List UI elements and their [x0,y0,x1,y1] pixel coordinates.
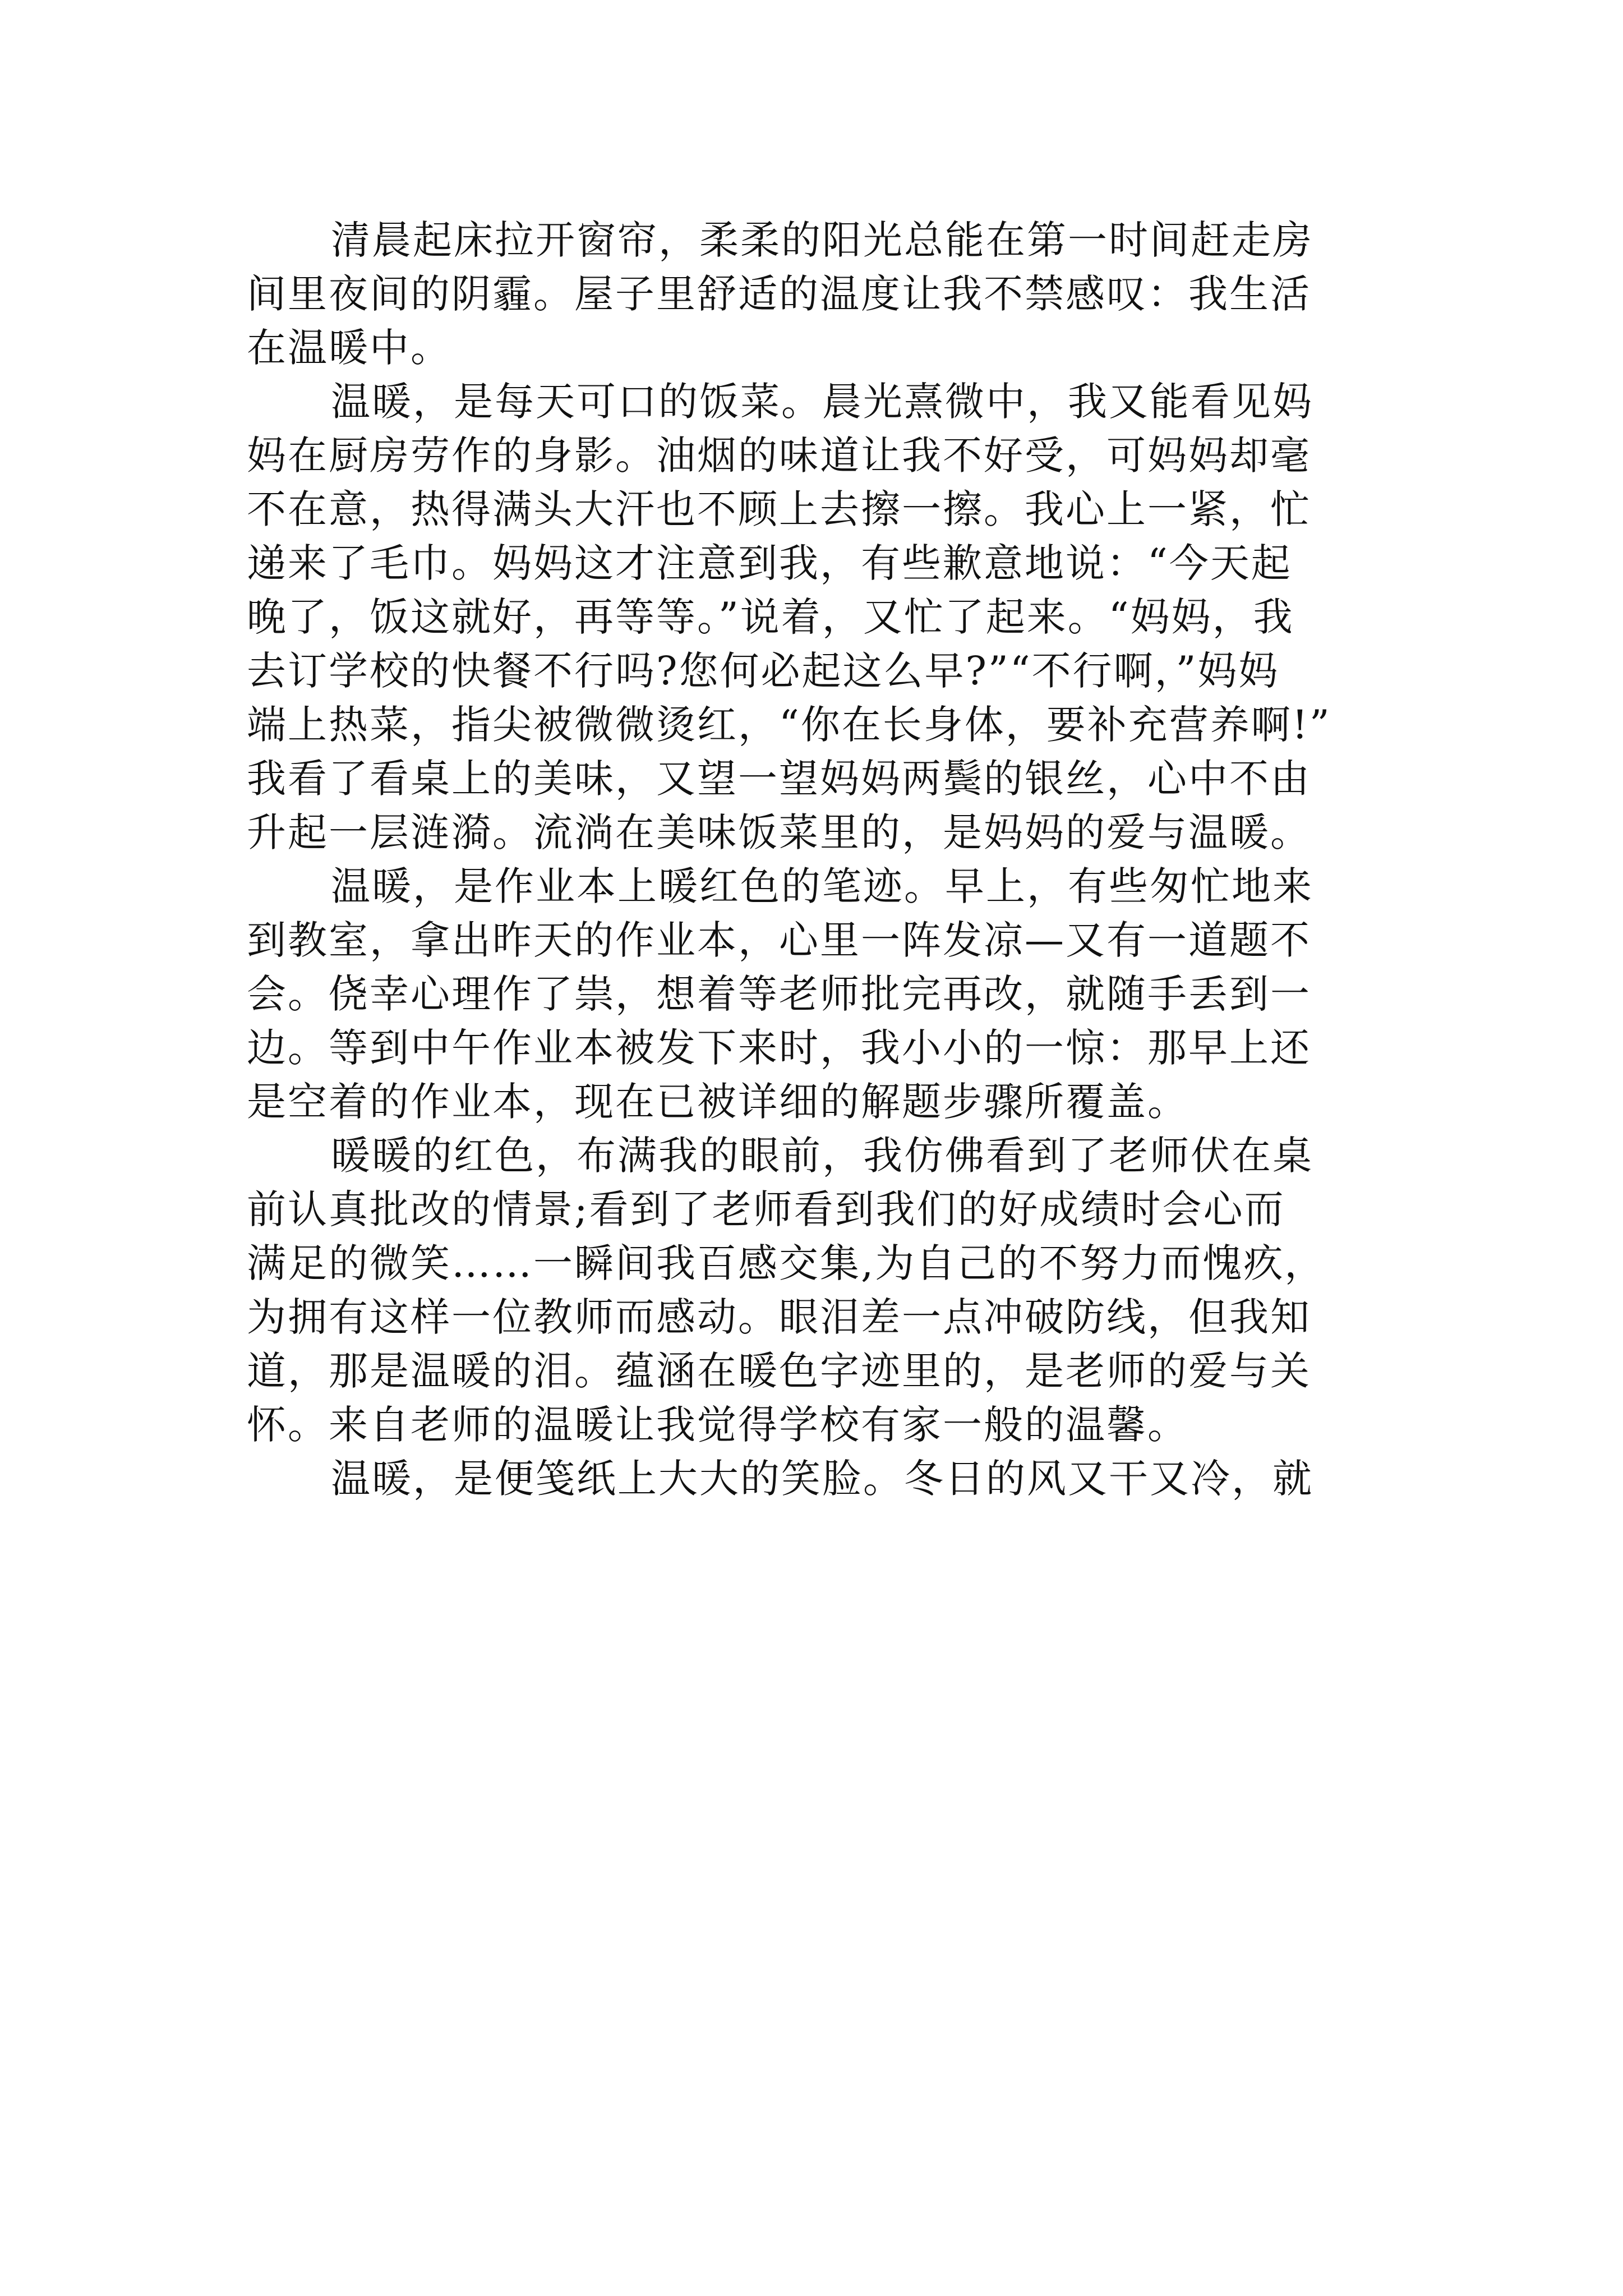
text-line: 去订学校的快餐不行吗?您何必起这么早?”“不行啊，”妈妈 [247,648,1280,694]
text-line: 为拥有这样一位教师而感动。眼泪差一点冲破防线，但我知 [247,1294,1311,1340]
text-line: 满足的微笑……一瞬间我百感交集,为自己的不努力而愧疚， [247,1240,1326,1286]
text-line: 递来了毛巾。妈妈这才注意到我，有些歉意地说：“今天起 [247,540,1292,586]
text-line: 是空着的作业本，现在已被详细的解题步骤所覆盖。 [247,1079,1188,1125]
text-line: 暖暖的红色，布满我的眼前，我仿佛看到了老师伏在桌 [331,1133,1313,1179]
text-line: 间里夜间的阴霾。屋子里舒适的温度让我不禁感叹：我生活 [247,271,1311,317]
text-line: 到教室，拿出昨天的作业本，心里一阵发凉—又有一道题不 [247,917,1311,963]
text-line: 道，那是温暖的泪。蕴涵在暖色字迹里的，是老师的爱与关 [247,1348,1311,1394]
text-line: 清晨起床拉开窗帘，柔柔的阳光总能在第一时间赶走房 [331,217,1313,263]
text-line: 升起一层涟漪。流淌在美味饭菜里的，是妈妈的爱与温暖。 [247,809,1311,855]
text-line: 前认真批改的情景;看到了老师看到我们的好成绩时会心而 [247,1186,1285,1232]
text-line: 在温暖中。 [247,325,451,371]
text-line: 我看了看桌上的美味，又望一望妈妈两鬓的银丝，心中不由 [247,756,1311,802]
text-line: 端上热菜，指尖被微微烫红，“你在长身体，要补充营养啊!” [247,702,1331,748]
text-line: 怀。来自老师的温暖让我觉得学校有家一般的温馨。 [247,1402,1188,1448]
paragraph-1 [247,213,1385,375]
paragraph-2 [247,375,1385,859]
text-line: 会。侥幸心理作了祟，想着等老师批完再改，就随手丢到一 [247,971,1311,1017]
paragraph-4 [247,1129,1385,1452]
essay-body [247,213,1385,1506]
text-line: 晚了，饭这就好，再等等。”说着，又忙了起来。“妈妈，我 [247,594,1294,640]
text-line: 边。等到中午作业本被发下来时，我小小的一惊：那早上还 [247,1025,1311,1071]
paragraph-5 [247,1452,1385,1506]
text-line: 温暖，是每天可口的饭菜。晨光熹微中，我又能看见妈 [331,379,1313,425]
paragraph-3 [247,859,1385,1129]
text-line: 温暖，是作业本上暖红色的笔迹。早上，有些匆忙地来 [331,863,1313,909]
text-line: 不在意，热得满头大汗也不顾上去擦一擦。我心上一紧，忙 [247,486,1311,532]
text-line: 妈在厨房劳作的身影。油烟的味道让我不好受，可妈妈却毫 [247,432,1311,478]
text-line: 温暖，是便笺纸上大大的笑脸。冬日的风又干又冷，就 [331,1456,1313,1502]
